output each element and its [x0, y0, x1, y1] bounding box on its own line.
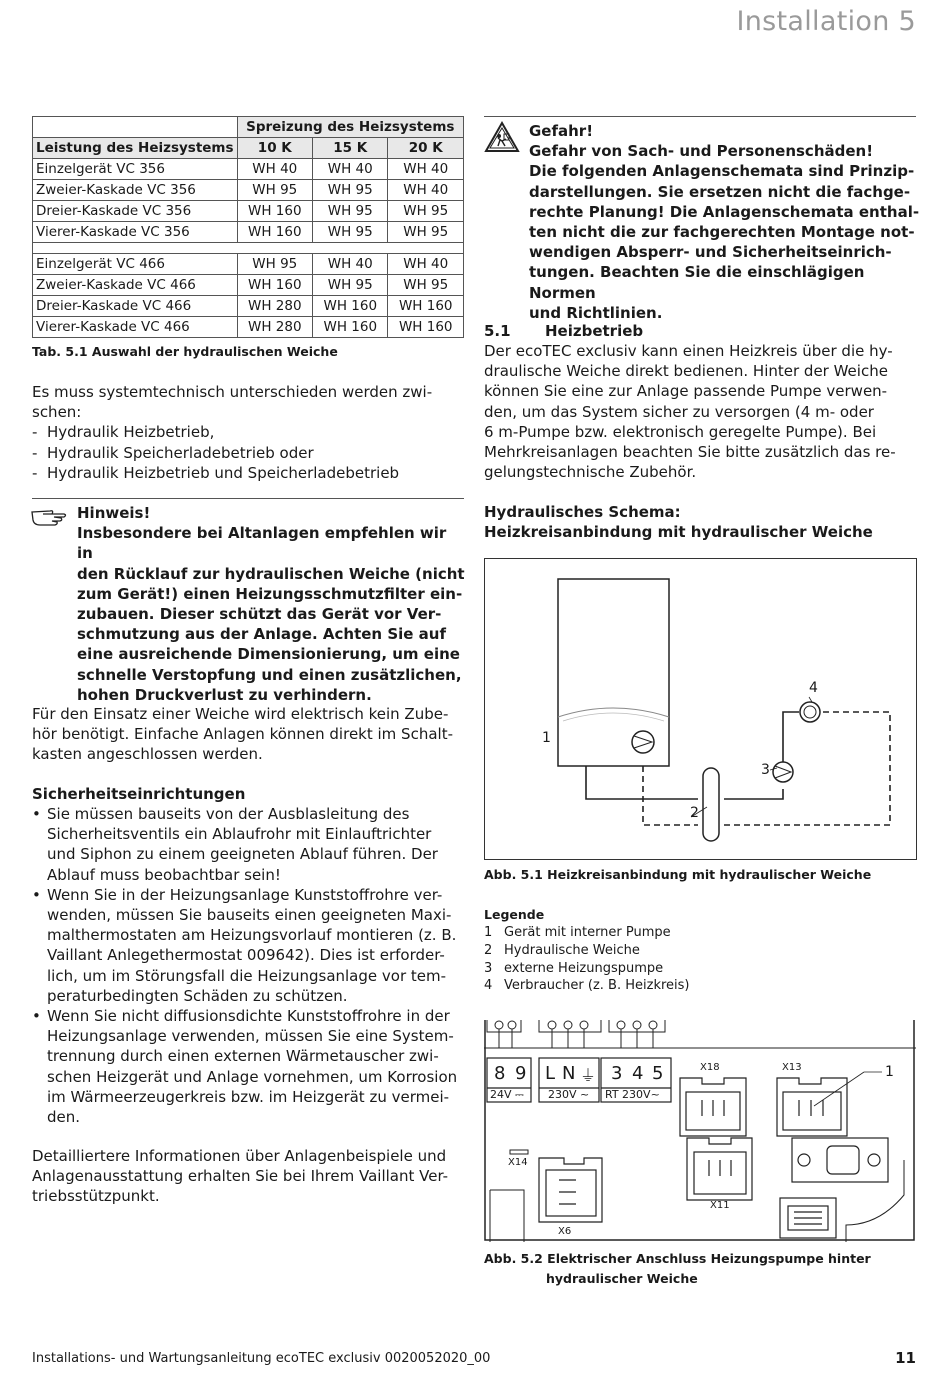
page-header-title: Installation 5	[736, 6, 916, 37]
section-title: Heizbetrieb	[545, 322, 644, 340]
figure-caption-2: Abb. 5.2 Elektrischer Anschluss Heizungspumpe hinter hydraulischer Weiche	[484, 1251, 871, 1286]
table-row: Einzelgerät VC 466 WH 95 WH 40 WH 40	[33, 254, 464, 275]
table-caption: Tab. 5.1 Auswahl der hydraulischen Weiche	[32, 344, 338, 359]
terminal-voltage-label: 24V ⎓	[490, 1088, 524, 1101]
table-col-header: 20 K	[388, 138, 464, 159]
table-group-header: Spreizung des Heizsystems	[237, 117, 463, 138]
table-col-header: Leistung des Heizsystems	[33, 138, 238, 159]
legend-item: 4 Verbraucher (z. B. Heizkreis)	[484, 978, 690, 994]
weiche-paragraph: Für den Einsatz einer Weiche wird elektrisch kein Zube- hör benötigt. Einfache Anlagen können direkt im Schalt- kasten angeschlossen werden.	[32, 705, 453, 764]
hydraulic-schema-figure	[484, 558, 917, 860]
terminal-label: 9	[515, 1063, 527, 1084]
terminal-label: 4	[632, 1063, 644, 1084]
connector-label: X6	[558, 1226, 572, 1237]
terminal-label: N	[562, 1063, 576, 1084]
list-item: - Hydraulik Speicherladebetrieb oder	[32, 443, 314, 462]
terminal-voltage-label: RT 230V~	[605, 1088, 660, 1101]
page-number: 11	[895, 1349, 916, 1367]
legend-item: 3 externe Heizungspumpe	[484, 960, 664, 976]
electrical-connection-figure	[484, 1020, 916, 1242]
callout-label: 2	[690, 805, 699, 821]
figure-caption: Abb. 5.1 Heizkreisanbindung mit hydraulischer Weiche	[484, 867, 872, 882]
section-number: 5.1	[484, 322, 511, 340]
callout-label: 3	[761, 762, 770, 778]
table-col-header: 10 K	[237, 138, 312, 159]
divider	[32, 498, 464, 499]
danger-title: Gefahr!	[529, 122, 594, 140]
callout-label: 1	[542, 730, 551, 746]
table-row: Vierer-Kaskade VC 356 WH 160 WH 95 WH 95	[33, 222, 464, 243]
hint-box: Hinweis! Insbesondere bei Altanlagen empfehlen wir in den Rücklauf zur hydraulischen Weiche (nicht zum Gerät!) einen Heizungsschmutzfilter ein- zubauen. Dieser schützt das Gerät vor Ver- schmutzung aus der Anlage. Achten Sie auf eine ausreichende Dimensionierung, um eine schnelle Verstopfung und einen zusätzlichen, hohen Druckverlust zu verhindern.	[77, 503, 467, 705]
table-spacer-row	[33, 243, 464, 254]
terminal-label: 5	[652, 1063, 664, 1084]
intro-paragraph: Es muss systemtechnisch unterschieden werden zwi- schen: - Hydraulik Heizbetrieb, - Hydraulik Speicherladebetrieb oder - Hydraulik Heizbetrieb und Speicherladebetrieb	[32, 382, 464, 483]
terminal-label: 3	[611, 1063, 623, 1084]
closing-paragraph: Detailliertere Informationen über Anlagenbeispiele und Anlagenausstattung erhalten Sie bei Ihrem Vaillant Ver- triebsstützpunkt.	[32, 1147, 449, 1206]
danger-box: Gefahr! Gefahr von Sach- und Personenschäden! Die folgenden Anlagenschemata sind Prinzip- darstellungen. Sie ersetzen nicht die fachge- rechte Planung! Die Anlagenschemata enthal- ten nicht die zur fachgerechten Montage not- wendigen Absperr- und Sicherheitseinrich- tungen. Beachten Sie die einschlägigen Normen und Richtlinien.	[529, 121, 924, 323]
terminal-label: 8	[494, 1063, 506, 1084]
hand-pointer-icon	[30, 502, 70, 532]
legend-item: 1 Gerät mit interner Pumpe	[484, 925, 671, 940]
safety-heading: Sicherheitseinrichtungen	[32, 785, 246, 803]
connector-label: X13	[782, 1062, 802, 1073]
legend-title: Legende	[484, 907, 545, 922]
connector-label: X11	[710, 1200, 730, 1211]
terminal-voltage-label: 230V ~	[548, 1088, 590, 1101]
list-item: • Sie müssen bauseits von der Ausblasleitung des Sicherheitsventils ein Ablaufrohr mit Einlauftrichter und Siphon zu einem geeigneten Ablauf führen. Der Ablauf muss beobachtbar sein!	[32, 805, 438, 884]
table-row: Zweier-Kaskade VC 356 WH 95 WH 95 WH 40	[33, 180, 464, 201]
list-item: - Hydraulik Heizbetrieb und Speicherladebetrieb	[32, 463, 400, 482]
consumer-icon	[800, 702, 820, 722]
table-row: Einzelgerät VC 356 WH 40 WH 40 WH 40	[33, 159, 464, 180]
legend-item: 2 Hydraulische Weiche	[484, 942, 640, 958]
weiche-table	[32, 116, 464, 338]
schema-heading: Hydraulisches Schema: Heizkreisanbindung mit hydraulischer Weiche	[484, 503, 873, 542]
danger-warning-icon	[484, 121, 520, 157]
table-row: Dreier-Kaskade VC 466 WH 280 WH 160 WH 160	[33, 296, 464, 317]
connector-label: X14	[508, 1157, 528, 1168]
list-item: • Wenn Sie nicht diffusionsdichte Kunststoffrohre in der Heizungsanlage verwenden, müssen Sie eine System- trennung durch einen externen Wärmetauscher zwi- schen Heizgerät und Anlage vornehmen, um Korrosion im Wärmeerzeugerkreis bzw. im Heizgerät zu vermei- den.	[32, 1007, 458, 1127]
list-item: • Wenn Sie in der Heizungsanlage Kunststoffrohre ver- wenden, müssen Sie bauseits einen geeigneten Maxi- malthermostaten am Heizungsvorlauf montieren (z. B. Vaillant Anlegethermostat 009642). Dies ist erforder- lich, um im Störungsfall die Heizungsanlage vor tem- peraturbedingten Schäden zu schützen.	[32, 885, 457, 1005]
callout-label: 1	[885, 1064, 894, 1080]
list-item: - Hydraulik Heizbetrieb,	[32, 423, 215, 442]
footer-text: Installations- und Wartungsanleitung ecoTEC exclusiv 0020052020_00	[32, 1351, 491, 1366]
table-col-header: 15 K	[313, 138, 388, 159]
safety-list	[32, 804, 472, 1127]
table-row: Dreier-Kaskade VC 356 WH 160 WH 95 WH 95	[33, 201, 464, 222]
section-paragraph: Der ecoTEC exclusiv kann einen Heizkreis über die hy- draulische Weiche direkt bedienen. Hinter der Weiche können Sie eine zur Anlage passende Pumpe verwen- den, um das System sicher zu versorgen (4 m- oder 6 m-Pumpe bzw. elektronisch geregelte Pumpe). Bei Mehrkreisanlagen beachten Sie bitte zusätzlich das re- gelungstechnische Zubehör.	[484, 342, 896, 482]
table-row: Zweier-Kaskade VC 466 WH 160 WH 95 WH 95	[33, 275, 464, 296]
hint-title: Hinweis!	[77, 504, 151, 522]
hydraulic-separator-shape	[703, 768, 719, 841]
legend-list	[484, 924, 924, 995]
connector-label: X18	[700, 1062, 720, 1073]
dash-list	[32, 422, 464, 483]
divider	[484, 116, 916, 117]
ground-terminal-icon: ⏚	[580, 1066, 597, 1085]
table-row: Vierer-Kaskade VC 466 WH 280 WH 160 WH 160	[33, 317, 464, 338]
callout-label: 4	[809, 680, 818, 696]
terminal-label: L	[545, 1063, 556, 1084]
